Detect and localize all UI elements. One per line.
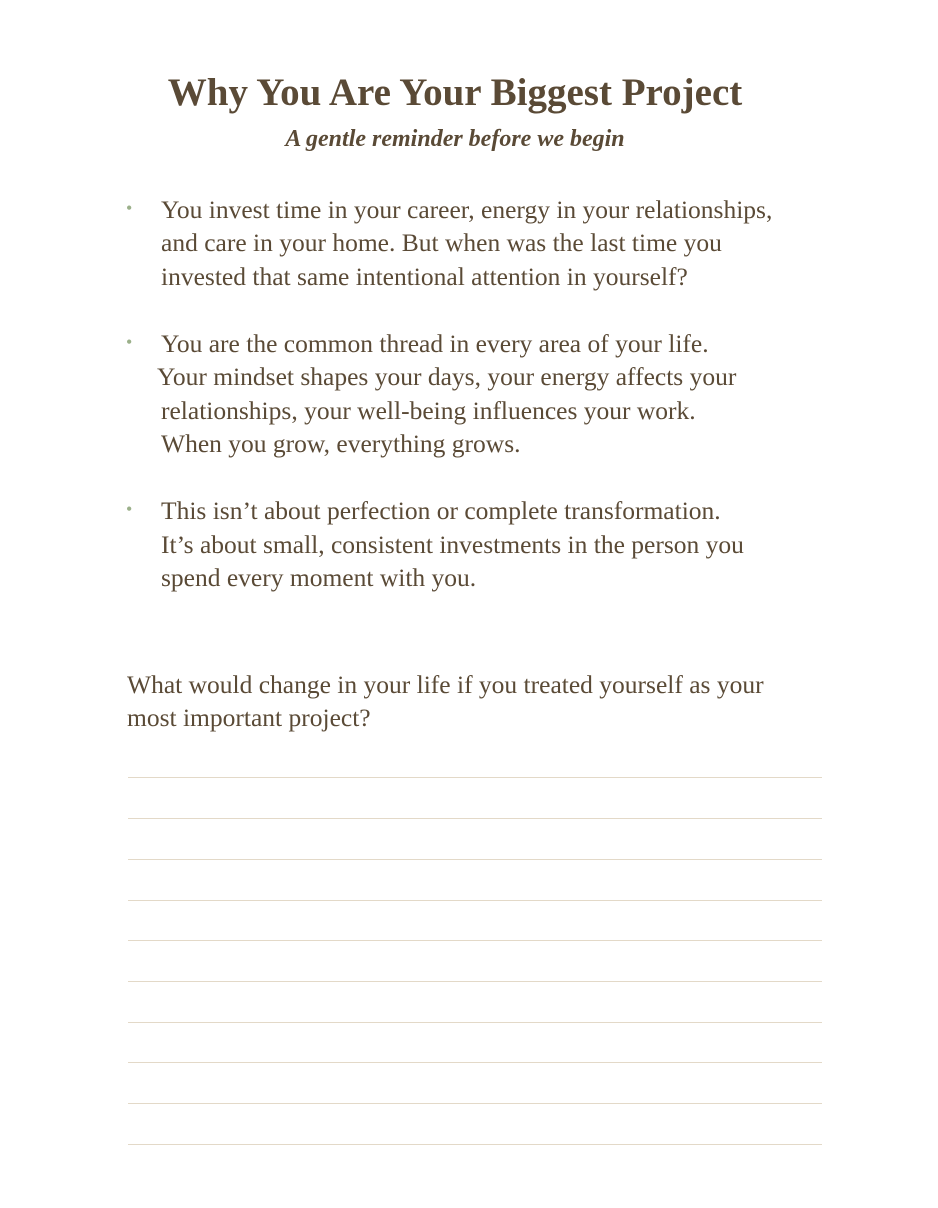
text-line: This isn’t about perfection or complete transformation. — [161, 496, 721, 525]
writing-line — [128, 777, 822, 778]
writing-line — [128, 900, 822, 901]
text-line: You are the common thread in every area of your life. — [161, 329, 709, 358]
text-line: It’s about small, consistent investments in the person you — [161, 530, 744, 559]
text-line: You invest time in your career, energy in your relationships, — [161, 195, 773, 224]
question-line: What would change in your life if you treated yourself as your — [127, 670, 764, 699]
writing-line — [128, 1062, 822, 1063]
text-line: invested that same intentional attention in yourself? — [161, 262, 688, 291]
question-line: most important project? — [127, 703, 371, 732]
writing-line — [128, 940, 822, 941]
text-line: Your mindset shapes your days, your energy affects your — [157, 362, 737, 391]
writing-line — [128, 1103, 822, 1104]
writing-line — [128, 1144, 822, 1145]
writing-line — [128, 1022, 822, 1023]
text-line: relationships, your well-being influences your work. — [161, 396, 696, 425]
page-subtitle: A gentle reminder before we begin — [285, 126, 625, 152]
bullet-dot-icon: • — [126, 332, 133, 352]
bullet-dot-icon: • — [126, 198, 133, 218]
text-line: and care in your home. But when was the last time you — [161, 228, 722, 257]
text-line: When you grow, everything grows. — [161, 429, 521, 458]
text-line: spend every moment with you. — [161, 563, 477, 592]
writing-line — [128, 981, 822, 982]
page-title: Why You Are Your Biggest Project — [167, 71, 743, 114]
bullet-dot-icon: • — [126, 499, 133, 519]
writing-line — [128, 818, 822, 819]
writing-line — [128, 859, 822, 860]
